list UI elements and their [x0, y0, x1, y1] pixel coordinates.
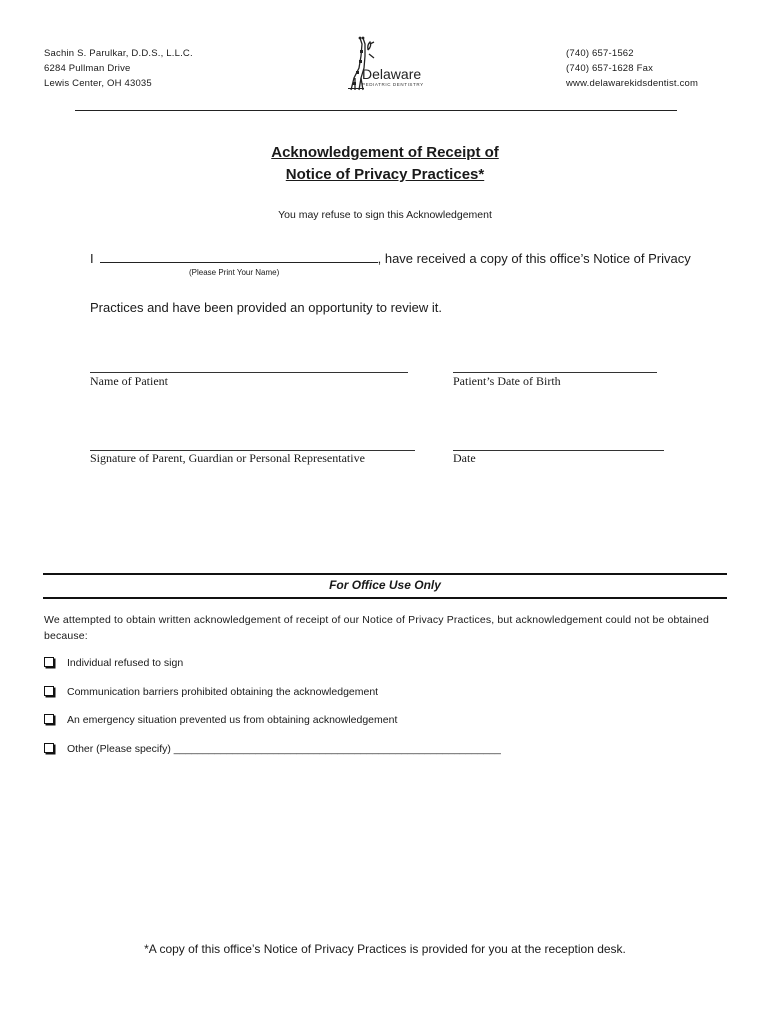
- footer-note: *A copy of this office’s Notice of Privacy Practices is provided for you at the reception desk.: [144, 942, 626, 956]
- form-title-line2: Notice of Privacy Practices*: [285, 166, 485, 183]
- checkbox[interactable]: [44, 743, 54, 753]
- patient-print-name-field[interactable]: [100, 250, 378, 263]
- print-name-hint: (Please Print Your Name): [189, 268, 280, 277]
- acknowledgement-statement: [90, 250, 691, 266]
- patient-name-label: Name of Patient: [90, 374, 168, 388]
- option-label: Communication barriers prohibited obtaining the acknowledgement: [67, 686, 379, 698]
- date-label: Date: [453, 451, 476, 465]
- signature-label: Signature of Parent, Guardian or Personal Representative: [90, 451, 365, 465]
- statement-prefix: I: [90, 251, 94, 266]
- option-label: An emergency situation prevented us from obtaining acknowledgement: [67, 714, 398, 726]
- statement-suffix: , have received a copy of this office’s Notice of Privacy: [377, 251, 691, 266]
- fax-number: (740) 657-1628 Fax: [566, 63, 654, 74]
- office-use-title: For Office Use Only: [329, 578, 441, 592]
- practice-name: Sachin S. Parulkar, D.D.S., L.L.C.: [44, 48, 193, 59]
- date-field[interactable]: [453, 450, 664, 451]
- website-link[interactable]: www.delawarekidsdentist.com: [566, 78, 699, 89]
- option-label: Individual refused to sign: [67, 657, 184, 669]
- street-address: 6284 Pullman Drive: [44, 63, 131, 74]
- option-refused: [44, 657, 183, 669]
- practice-address-block: [44, 46, 193, 91]
- patient-name-field[interactable]: [90, 372, 408, 373]
- dob-label: Patient’s Date of Birth: [453, 374, 561, 388]
- dob-field[interactable]: [453, 372, 657, 373]
- refuse-note: You may refuse to sign this Acknowledgement: [278, 209, 492, 221]
- option-communication-barriers: [44, 686, 378, 698]
- office-use-intro: We attempted to obtain written acknowledgement of receipt of our Notice of Privacy Practices, but acknowledgement could not be obtained because:: [44, 614, 709, 642]
- option-emergency: [44, 714, 397, 726]
- statement-line2: Practices and have been provided an opportunity to review it.: [90, 300, 442, 315]
- contact-block: [566, 46, 698, 91]
- header-divider: [75, 110, 677, 111]
- option-other: [44, 743, 501, 755]
- checkbox[interactable]: [44, 657, 54, 667]
- phone-number: (740) 657-1562: [566, 48, 634, 59]
- option-label: Other (Please specify) ________________________________________________________: [67, 743, 501, 755]
- form-title-line1: Acknowledgement of Receipt of: [271, 144, 499, 161]
- logo-wordmark: Delaware: [362, 66, 422, 82]
- checkbox[interactable]: [44, 686, 54, 696]
- city-state-zip: Lewis Center, OH 43035: [44, 78, 152, 89]
- logo-subtitle: PEDIATRIC DENTISTRY: [362, 82, 424, 87]
- checkbox[interactable]: [44, 714, 54, 724]
